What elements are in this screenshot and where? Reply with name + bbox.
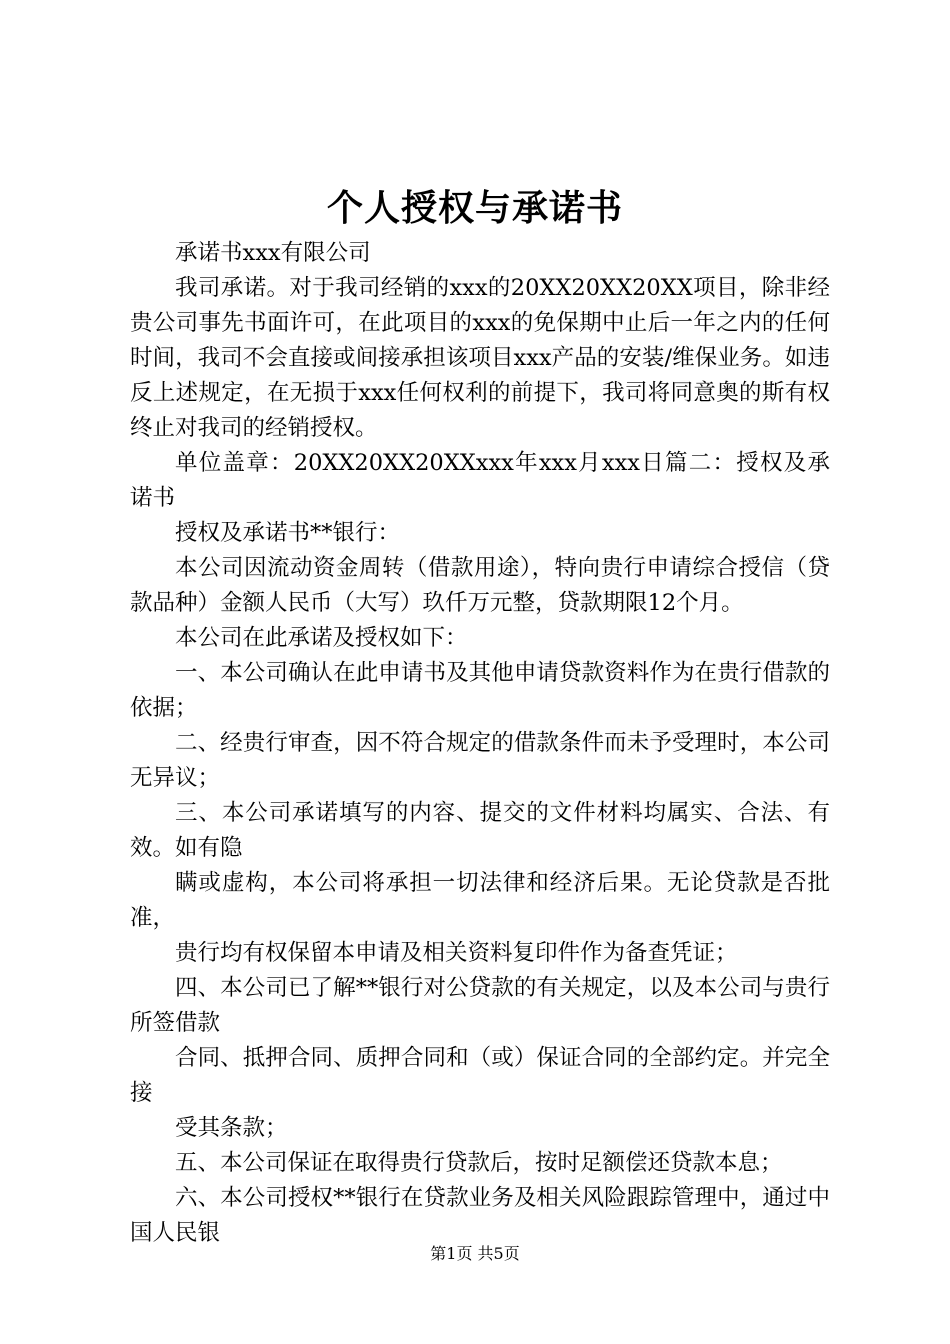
document-title: 个人授权与承诺书 [326, 187, 623, 229]
paragraph-item-3: 三、本公司承诺填写的内容、提交的文件材料均属实、合法、有效。如有隐 [130, 800, 830, 861]
paragraph-item-2: 二、经贵行审查，因不符合规定的借款条件而未予受理时，本公司无异议； [130, 730, 830, 791]
paragraph-commitments-intro: 本公司在此承诺及授权如下： [175, 625, 468, 651]
paragraph-recipient: 承诺书xxx有限公司 [175, 240, 371, 266]
paragraph-item-6: 六、本公司授权**银行在贷款业务及相关风险跟踪管理中，通过中国人民银 [130, 1185, 830, 1246]
paragraph-item-5: 五、本公司保证在取得贵行贷款后，按时足额偿还贷款本息； [175, 1150, 783, 1176]
paragraph-item-4-cont: 合同、抵押合同、质押合同和（或）保证合同的全部约定。并完全接 [130, 1045, 830, 1106]
document-body [130, 236, 830, 1251]
paragraph-item-4-cont-2: 受其条款； [175, 1115, 288, 1141]
paragraph-item-4: 四、本公司已了解**银行对公贷款的有关规定，以及本公司与贵行所签借款 [130, 975, 830, 1036]
paragraph-seal-date: 单位盖章：20XX20XX20XXxxx年xxx月xxx日篇二：授权及承诺书 [130, 450, 830, 511]
page-footer: 第1页 共5页 [430, 1244, 520, 1263]
paragraph-item-3-cont: 瞒或虚构，本公司将承担一切法律和经济后果。无论贷款是否批准， [130, 870, 830, 931]
paragraph-bank-recipient: 授权及承诺书**银行： [175, 520, 401, 546]
paragraph-commitment: 我司承诺。对于我司经销的xxx的20XX20XX20XX项目，除非经贵公司事先书面许可，在此项目的xxx的免保期中止后一年之内的任何时间，我司不会直接或间接承担该项目xxx产品的安装/维保业务。如违反上述规定，在无损于xxx任何权利的前提下，我司将同意奥的斯有权终止对我司的经销授权。 [130, 275, 830, 441]
paragraph-item-3-cont-2: 贵行均有权保留本申请及相关资料复印件作为备查凭证； [175, 940, 738, 966]
paragraph-loan-request: 本公司因流动资金周转（借款用途），特向贵行申请综合授信（贷款品种）金额人民币（大写）玖仟万元整，贷款期限12个月。 [130, 555, 830, 616]
paragraph-item-1: 一、本公司确认在此申请书及其他申请贷款资料作为在贵行借款的依据； [130, 660, 830, 721]
